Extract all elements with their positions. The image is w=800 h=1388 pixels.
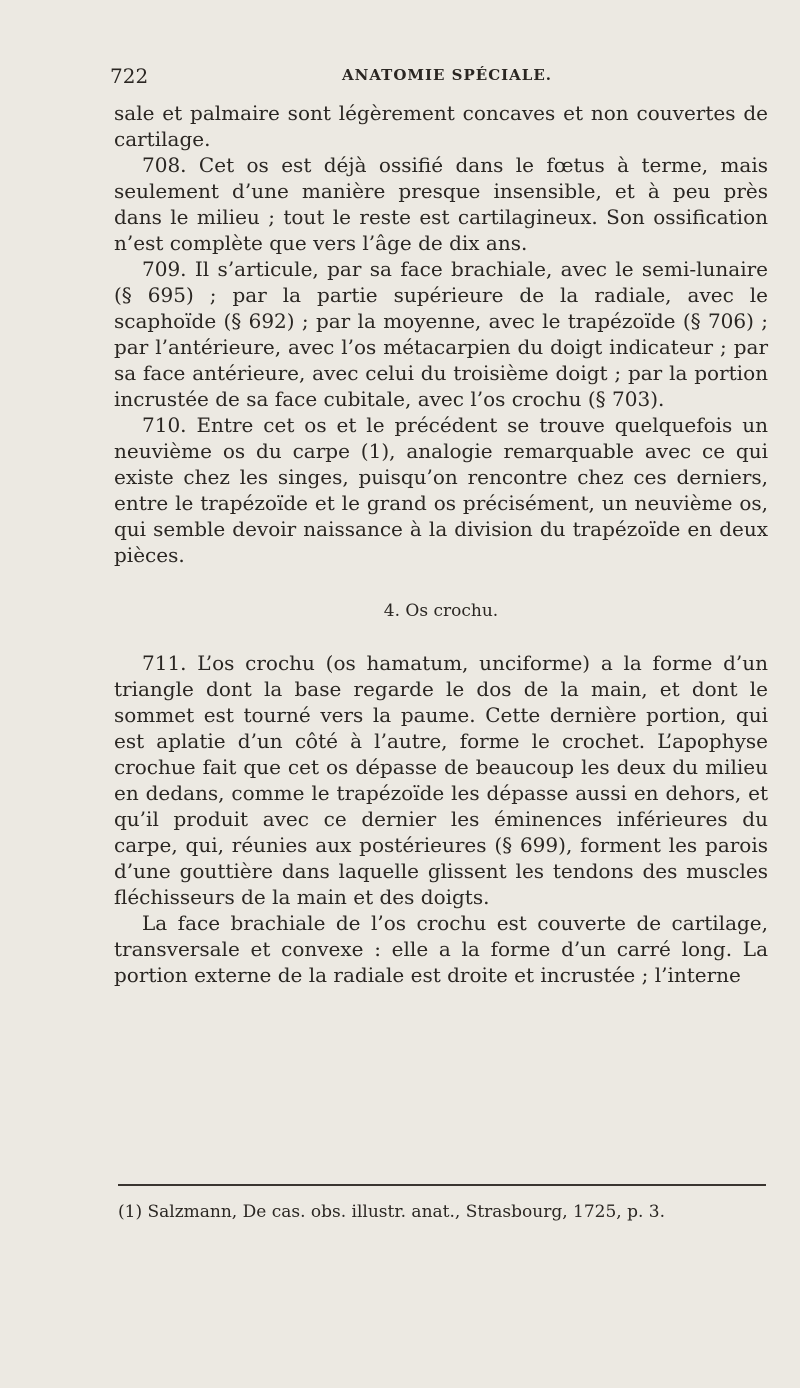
page-number: 722 <box>110 64 149 88</box>
paragraph: 709. Il s’articule, par sa face brachiale, avec le semi-lunaire (§ 695) ; par la partie supérieure de la radiale, avec le scaphoïde (§ 692) ; par la moyenne, avec le trapézoïde (§ 706) ; par l’antérieure, avec l’os métacarpien du doigt indicateur ; par sa face antérieure, avec celui du troisième doigt ; par la portion incrustée de sa face cubitale, avec l’os crochu (§ 703). <box>114 257 768 411</box>
footnote: (1) Salzmann, De cas. obs. illustr. anat., Strasbourg, 1725, p. 3. <box>118 1202 666 1222</box>
footnote-rule <box>118 1184 766 1186</box>
paragraph: 710. Entre cet os et le précédent se trouve quelquefois un neuvième os du carpe (1), analogie remarquable avec ce qui existe chez les singes, puisqu’on rencontre chez ces derniers, entre le trapézoïde et le grand os précisément, un neuvième os, qui semble devoir naissance à la division du trapézoïde en deux pièces. <box>114 413 768 567</box>
page-body <box>114 100 768 988</box>
paragraph: 708. Cet os est déjà ossifié dans le fœtus à terme, mais seulement d’une manière presque insensible, et à peu près dans le milieu ; tout le reste est cartilagineux. Son ossification n’est complète que vers l’âge de dix ans. <box>114 153 768 255</box>
paragraph: 711. L’os crochu (os hamatum, unciforme) a la forme d’un triangle dont la base regarde le dos de la main, et dont le sommet est tourné vers la paume. Cette dernière portion, qui est aplatie d’un côté à l’autre, forme le crochet. L’apophyse crochue fait que cet os dépasse de beaucoup les deux du milieu en dedans, comme le trapézoïde les dépasse aussi en dehors, et qu’il produit avec ce dernier les éminences inférieures du carpe, qui, réunies aux postérieures (§ 699), forment les parois d’une gouttière dans laquelle glissent les tendons des muscles fléchisseurs de la main et des doigts. <box>114 651 768 909</box>
section-heading: 4. Os crochu. <box>383 601 499 621</box>
running-title: ANATOMIE SPÉCIALE. <box>342 66 553 84</box>
page-header <box>110 64 770 94</box>
paragraph: La face brachiale de l’os crochu est couverte de cartilage, transversale et convexe : elle a la forme d’un carré long. La portion externe de la radiale est droite et incrustée ; l’interne <box>114 911 768 987</box>
paragraph: sale et palmaire sont légèrement concaves et non couvertes de cartilage. <box>114 101 768 151</box>
